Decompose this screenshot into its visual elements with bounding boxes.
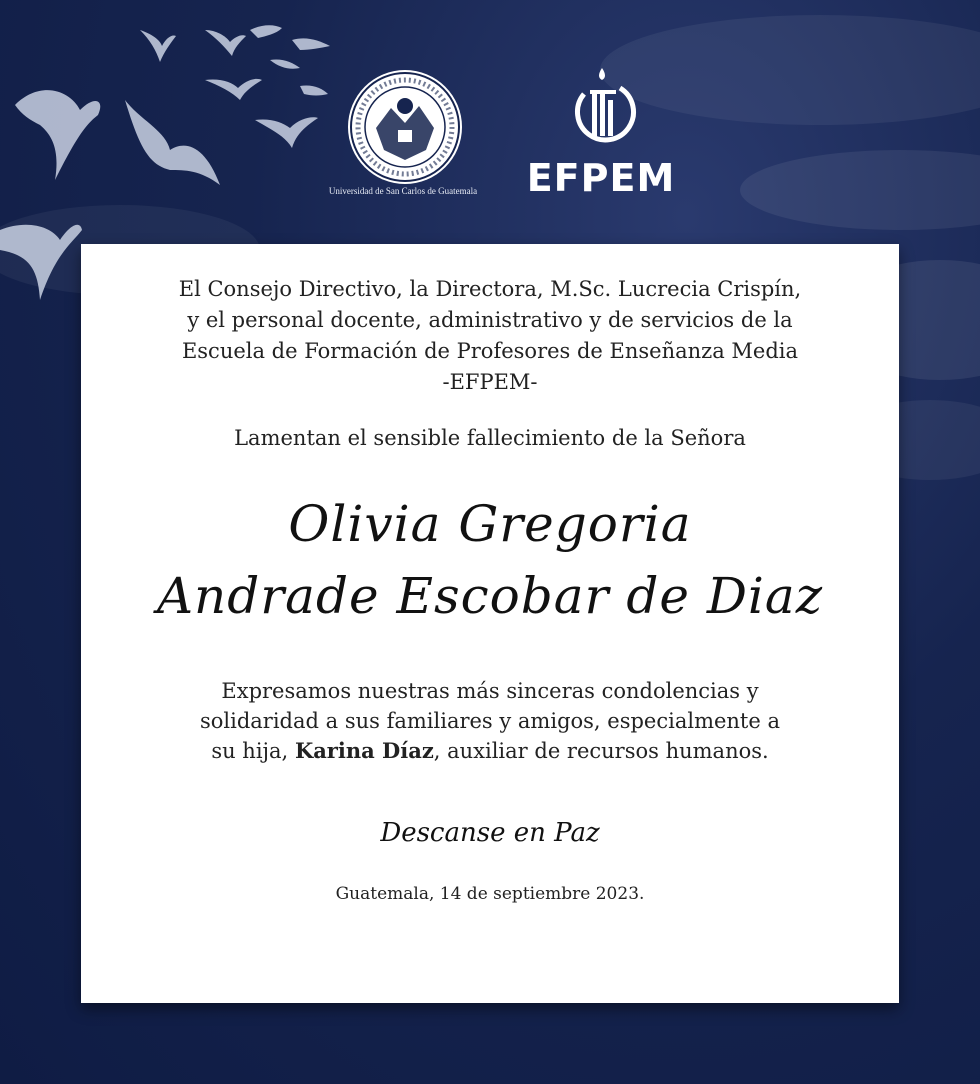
condolence-line bbox=[81, 736, 899, 766]
header-logos bbox=[318, 62, 708, 202]
condolence-line: Expresamos nuestras más sinceras condolencias y bbox=[221, 679, 759, 703]
intro-line: El Consejo Directivo, la Directora, M.Sc. Lucrecia Crispín, bbox=[178, 277, 802, 301]
condolence-card bbox=[81, 244, 899, 1003]
rest-in-peace: Descanse en Paz bbox=[380, 818, 600, 848]
name-line: Andrade Escobar de Diaz bbox=[156, 567, 824, 625]
usac-caption: Universidad de San Carlos de Guatemala bbox=[328, 186, 478, 196]
date-line: Guatemala, 14 de septiembre 2023. bbox=[335, 884, 645, 904]
intro-paragraph bbox=[81, 274, 899, 398]
usac-seal-icon bbox=[346, 68, 464, 186]
intro-line: y el personal docente, administrativo y de servicios de la bbox=[187, 308, 793, 332]
condolence-prefix: su hija, bbox=[211, 739, 289, 763]
intro-line: -EFPEM- bbox=[442, 370, 538, 394]
condolence-suffix: , auxiliar de recursos humanos. bbox=[433, 739, 769, 763]
efpem-emblem-icon bbox=[562, 66, 642, 158]
name-line: Olivia Gregoria bbox=[288, 495, 692, 553]
intro-line: Escuela de Formación de Profesores de Enseñanza Media bbox=[181, 339, 799, 363]
relative-name: Karina Díaz bbox=[294, 738, 434, 763]
condolence-paragraph bbox=[81, 676, 899, 766]
deceased-name bbox=[81, 488, 899, 632]
efpem-wordmark: EFPEM bbox=[526, 156, 676, 200]
condolence-line: solidaridad a sus familiares y amigos, especialmente a bbox=[199, 709, 780, 733]
lament-line: Lamentan el sensible fallecimiento de la Señora bbox=[234, 426, 746, 450]
